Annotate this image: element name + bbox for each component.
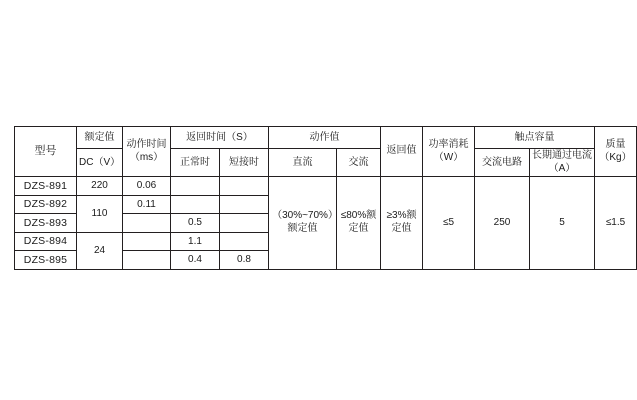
cell-return-normal: 1.1 <box>171 232 220 251</box>
cell-action-value-dc: （30%~70%）额定值 <box>269 177 337 270</box>
header-contact-ac-circuit: 交流电路 <box>475 149 530 177</box>
cell-return-normal <box>171 177 220 196</box>
cell-model: DZS-895 <box>15 251 77 270</box>
cell-rated-value: 110 <box>77 195 123 232</box>
header-return-time: 返回时间（S） <box>171 127 269 149</box>
cell-action-value-ac: ≤80%额定值 <box>337 177 381 270</box>
cell-return-short <box>220 232 269 251</box>
cell-action-time <box>123 232 171 251</box>
header-contact-long-current: 长期通过电流（A） <box>530 149 595 177</box>
cell-action-time <box>123 214 171 233</box>
cell-action-time <box>123 251 171 270</box>
cell-model: DZS-891 <box>15 177 77 196</box>
cell-return-short <box>220 177 269 196</box>
cell-return-normal: 0.4 <box>171 251 220 270</box>
cell-action-time: 0.11 <box>123 195 171 214</box>
header-return-value: 返回值 <box>381 127 423 177</box>
cell-rated-value: 24 <box>77 232 123 269</box>
table-row <box>15 177 637 196</box>
header-return-time-short: 短接时 <box>220 149 269 177</box>
header-power-consumption: 功率消耗（W） <box>423 127 475 177</box>
header-action-value-dc: 直流 <box>269 149 337 177</box>
header-action-value-ac: 交流 <box>337 149 381 177</box>
cell-return-short: 0.8 <box>220 251 269 270</box>
cell-mass: ≤1.5 <box>595 177 637 270</box>
header-contact-capacity: 触点容量 <box>475 127 595 149</box>
cell-contact-long-current: 5 <box>530 177 595 270</box>
header-mass: 质量（Kg） <box>595 127 637 177</box>
header-return-time-normal: 正常时 <box>171 149 220 177</box>
spec-table-wrapper <box>14 126 632 270</box>
cell-return-normal: 0.5 <box>171 214 220 233</box>
cell-contact-ac-circuit: 250 <box>475 177 530 270</box>
header-model: 型号 <box>15 127 77 177</box>
header-rated-value-unit: DC（V） <box>77 149 123 177</box>
cell-model: DZS-893 <box>15 214 77 233</box>
cell-action-time: 0.06 <box>123 177 171 196</box>
cell-return-normal <box>171 195 220 214</box>
cell-return-value: ≥3%额定值 <box>381 177 423 270</box>
cell-return-short <box>220 214 269 233</box>
header-action-value: 动作值 <box>269 127 381 149</box>
cell-rated-value: 220 <box>77 177 123 196</box>
cell-model: DZS-894 <box>15 232 77 251</box>
header-action-time: 动作时间（ms） <box>123 127 171 177</box>
cell-power-consumption: ≤5 <box>423 177 475 270</box>
cell-return-short <box>220 195 269 214</box>
table-header-row-2 <box>15 149 637 177</box>
specification-table <box>14 126 637 270</box>
cell-model: DZS-892 <box>15 195 77 214</box>
header-rated-value: 额定值 <box>77 127 123 149</box>
table-header-row-1 <box>15 127 637 149</box>
